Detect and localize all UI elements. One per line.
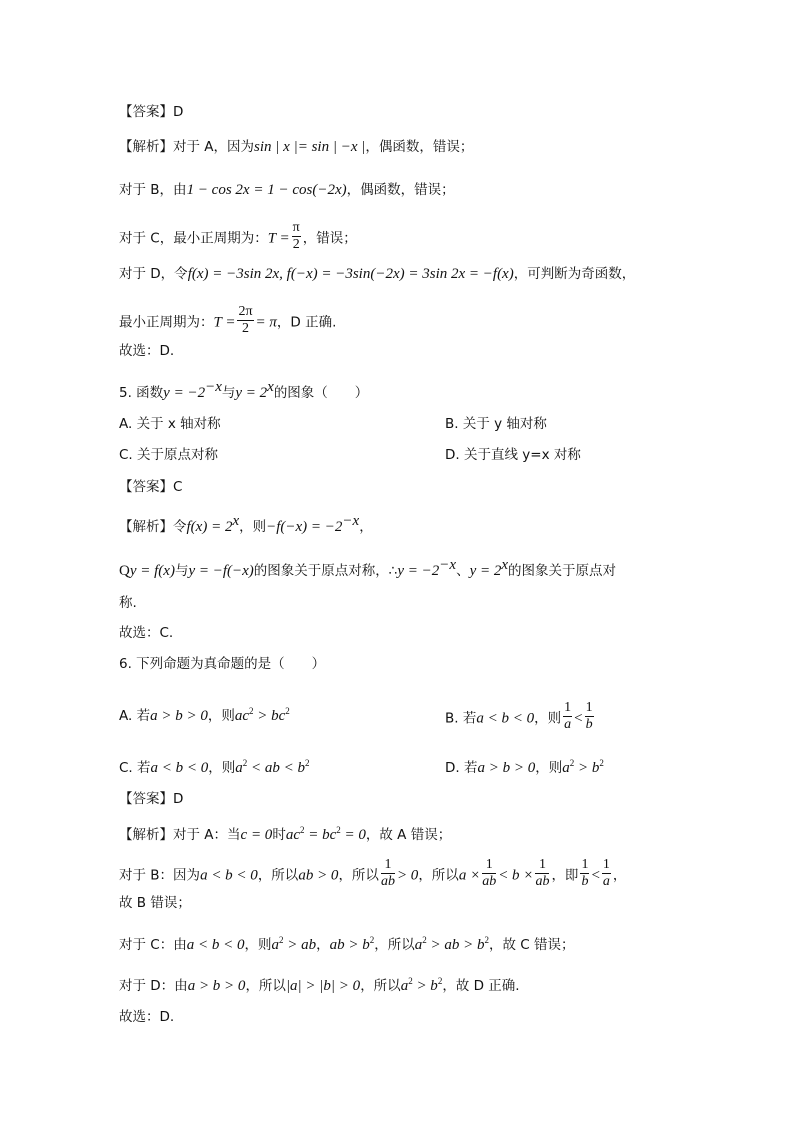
option-a — [119, 702, 290, 725]
math-expression: = 0 — [340, 827, 366, 843]
numerator: 1 — [535, 857, 549, 874]
text: ，错误； — [302, 230, 357, 247]
analysis-label: 【解析】 — [119, 827, 173, 843]
math-expression: > ab > b — [426, 937, 485, 953]
superscript: 2 — [278, 935, 284, 945]
math-expression: f(x) = −3sin 2x, f(−x) = −3sin(−2x) = 3sin 2x = −f(x) — [187, 266, 514, 282]
math-expression: > b — [574, 760, 600, 776]
text: ，则 — [535, 760, 563, 776]
numerator: π — [292, 220, 300, 235]
fraction — [482, 857, 496, 890]
superscript: x — [232, 513, 240, 529]
math-expression: a < b < 0 — [476, 710, 535, 727]
text: ，可判断为奇函数， — [513, 266, 636, 282]
text: 对于 B，由 — [119, 182, 187, 198]
fraction — [237, 304, 253, 337]
analysis-q5-line-3: 称. — [119, 595, 137, 611]
denominator: 2 — [292, 237, 300, 252]
math-expression: a < b < 0 — [200, 867, 258, 884]
text: ，故 A 错误； — [365, 827, 452, 843]
fraction — [580, 857, 589, 890]
option-c — [119, 754, 310, 777]
math-expression: ac — [234, 708, 250, 724]
math-expression: c = 0 — [240, 827, 273, 843]
superscript: 2 — [484, 935, 489, 945]
superscript: 2 — [422, 935, 427, 945]
analysis-q6-line-4 — [119, 931, 574, 954]
text: ，则 — [244, 937, 272, 953]
numerator: 1 — [381, 857, 395, 874]
superscript: −x — [342, 513, 360, 529]
conclusion-q4: 故选：D. — [119, 343, 175, 359]
denominator: ab — [380, 874, 395, 889]
text: ，所以 — [374, 937, 415, 953]
answer-label: 【答案】 — [119, 479, 173, 495]
answer-value: D — [173, 104, 184, 120]
analysis-q6-line-1 — [119, 821, 451, 844]
math-expression: a — [271, 937, 279, 953]
numerator: 1 — [482, 857, 496, 874]
denominator: ab — [482, 874, 497, 889]
superscript: 2 — [437, 976, 443, 986]
math-expression: > ab — [283, 937, 317, 953]
fraction — [381, 857, 395, 890]
math-expression: ab > b — [329, 937, 370, 953]
text: 令 — [173, 519, 187, 535]
text: ，偶函数，错误； — [365, 139, 474, 155]
text: < — [574, 710, 583, 727]
superscript: 2 — [569, 758, 575, 768]
answer-line-q5 — [119, 478, 182, 496]
numerator: 1 — [602, 857, 610, 872]
fraction — [535, 857, 549, 890]
math-expression: y = 2 — [235, 385, 268, 401]
denominator: ab — [535, 874, 550, 889]
because-symbol: Q — [119, 563, 130, 579]
numerator: 1 — [581, 857, 589, 872]
text: 与 — [221, 385, 236, 401]
option-d: D. 关于直线 y=x 对称 — [445, 447, 581, 463]
analysis-q5-line-1 — [119, 512, 373, 536]
denominator: a — [564, 717, 572, 732]
text: ， — [612, 867, 627, 884]
math-expression: 1 − cos 2x = 1 − cos(−2x) — [186, 182, 347, 198]
text: ，则 — [207, 708, 235, 724]
denominator: b — [581, 874, 589, 889]
text: 最小正周期为： — [119, 314, 214, 331]
math-expression: sin | x |= sin | −x | — [254, 139, 366, 155]
math-expression: ac — [285, 827, 300, 843]
denominator: b — [585, 717, 593, 732]
text: ，故 C 错误； — [488, 937, 575, 953]
text: 的图象关于原点对 — [508, 563, 617, 579]
text: 对于 C，最小正周期为： — [119, 230, 268, 247]
analysis-line-3 — [119, 222, 357, 255]
analysis-line-5 — [119, 306, 336, 339]
text: 对于 D：由 — [119, 978, 188, 994]
text: 对于 A，因为 — [173, 139, 255, 155]
option-d — [445, 754, 604, 777]
math-expression: y = 2 — [469, 563, 502, 579]
superscript: 2 — [336, 825, 341, 835]
text: 对于 C：由 — [119, 937, 187, 953]
text: ，所以 — [257, 867, 299, 884]
math-expression: f(x) = 2 — [186, 519, 233, 535]
analysis-line-4 — [119, 265, 635, 283]
text: ，故 D 正确. — [442, 978, 520, 994]
answer-line-q6 — [119, 790, 183, 808]
numerator: 2π — [238, 304, 253, 319]
math-expression: T = — [213, 314, 236, 331]
math-expression: a < b < 0 — [186, 937, 245, 953]
math-expression: a > b > 0 — [477, 760, 536, 776]
option-b: B. 关于 y 轴对称 — [445, 416, 547, 432]
answer-value: C — [173, 479, 183, 495]
text: ，D 正确. — [276, 314, 337, 331]
superscript: x — [501, 557, 509, 573]
fraction — [585, 700, 594, 733]
math-expression: > bc — [253, 708, 286, 724]
conclusion-q6: 故选：D. — [119, 1009, 175, 1025]
analysis-line-1 — [119, 138, 473, 156]
text: 对于 A：当 — [173, 827, 241, 843]
option-c: C. 关于原点对称 — [119, 447, 219, 463]
superscript: 2 — [285, 706, 290, 716]
text: 对于 D，令 — [119, 266, 188, 282]
text: ，所以 — [338, 867, 379, 884]
text: ， — [359, 519, 373, 535]
text: 5. 函数 — [119, 385, 164, 401]
math-expression: y = −2 — [397, 563, 440, 579]
answer-label: 【答案】 — [119, 104, 173, 120]
math-expression: y = −f(−x) — [188, 563, 254, 579]
superscript: 2 — [299, 825, 305, 835]
text: 对于 B：因为 — [119, 867, 201, 884]
text: ， — [316, 937, 330, 953]
math-expression: = π — [255, 314, 277, 331]
text: ，即 — [551, 867, 579, 884]
answer-value: D — [173, 791, 184, 807]
analysis-q6-line-2 — [119, 859, 626, 892]
math-expression: a — [235, 760, 243, 776]
text: ，所以 — [245, 978, 286, 994]
math-expression: y = f(x) — [129, 563, 175, 579]
math-expression: a < b < 0 — [150, 760, 209, 776]
text: < — [591, 867, 600, 884]
denominator: 2 — [241, 321, 249, 336]
fraction — [292, 220, 301, 253]
numerator: 1 — [564, 700, 572, 715]
denominator: a — [602, 874, 610, 889]
superscript: −x — [439, 557, 457, 573]
math-expression: a — [562, 760, 570, 776]
math-expression: a > b > 0 — [150, 708, 208, 724]
superscript: 2 — [305, 758, 310, 768]
answer-label: 【答案】 — [119, 791, 173, 807]
text: 、 — [456, 563, 470, 579]
analysis-line-2 — [119, 181, 455, 199]
analysis-q5-line-2 — [119, 556, 616, 580]
math-expression: ab > 0 — [298, 867, 339, 884]
math-expression: a — [400, 978, 409, 994]
text: C. 若 — [119, 760, 151, 776]
text: 时 — [272, 827, 286, 843]
superscript: 2 — [599, 758, 604, 768]
fraction — [563, 700, 572, 733]
superscript: 2 — [369, 935, 375, 945]
superscript: 2 — [249, 706, 254, 716]
superscript: x — [267, 379, 274, 395]
text: 的图象关于原点对称，∴ — [253, 563, 398, 579]
text: 与 — [174, 563, 189, 579]
superscript: 2 — [242, 758, 248, 768]
text: ，则 — [534, 710, 562, 727]
text: B. 若 — [445, 710, 477, 727]
fraction — [602, 857, 611, 890]
math-expression: > b — [412, 978, 438, 994]
math-expression: −f(−x) = −2 — [266, 519, 343, 535]
superscript: 2 — [408, 976, 413, 986]
option-a: A. 关于 x 轴对称 — [119, 416, 221, 432]
conclusion-q5: 故选：C. — [119, 625, 174, 641]
math-expression: a × — [458, 867, 481, 884]
question-5-stem — [119, 378, 368, 402]
math-expression: a — [414, 937, 423, 953]
text: ，所以 — [360, 978, 401, 994]
math-expression: T = — [267, 230, 290, 247]
text: 的图象（ ） — [273, 385, 369, 401]
text: A. 若 — [119, 708, 151, 724]
text: ，则 — [208, 760, 236, 776]
math-expression: > 0 — [396, 867, 419, 884]
analysis-label: 【解析】 — [119, 519, 173, 535]
math-expression: a > b > 0 — [187, 978, 246, 994]
superscript: −x — [205, 379, 222, 395]
math-expression: |a| > |b| > 0 — [285, 978, 361, 994]
analysis-label: 【解析】 — [119, 139, 173, 155]
text: D. 若 — [445, 760, 478, 776]
math-expression: < b × — [498, 867, 534, 884]
math-expression: < ab < b — [247, 760, 306, 776]
text: ，则 — [239, 519, 267, 535]
math-expression: y = −2 — [163, 385, 206, 401]
text: ，所以 — [418, 867, 459, 884]
option-b — [445, 702, 596, 735]
text: ，偶函数，错误； — [346, 182, 455, 198]
math-expression: = bc — [304, 827, 337, 843]
question-6-stem: 6. 下列命题为真命题的是（ ） — [119, 656, 326, 672]
answer-line-q4 — [119, 103, 183, 121]
analysis-q6-line-5 — [119, 972, 520, 995]
analysis-q6-line-3: 故 B 错误； — [119, 895, 191, 911]
numerator: 1 — [585, 700, 593, 715]
